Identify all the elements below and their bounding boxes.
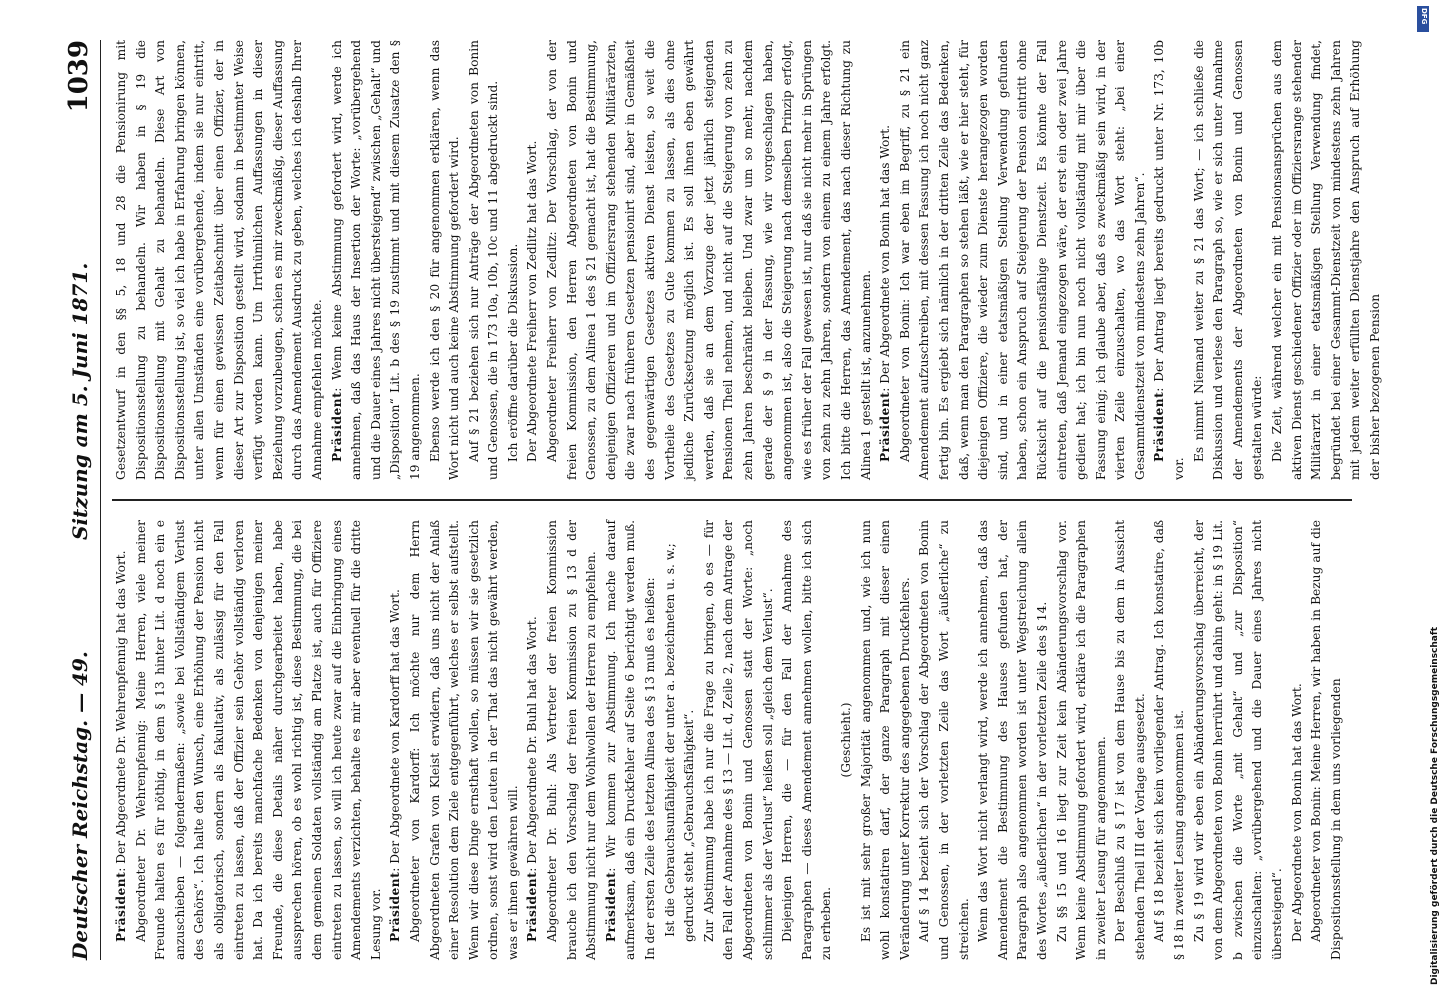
speaker-label: Präsident	[1152, 391, 1167, 462]
paragraph	[112, 40, 328, 480]
paragraph	[857, 520, 916, 960]
paragraph	[426, 40, 465, 480]
paragraph-text: : Der Abgeordnete Dr. Buhl hat das Wort.	[525, 616, 540, 872]
paragraph-text: Die Zeit, während welcher ein mit Pensionsansprüchen aus dem aktiven Dienst geschiedener Offizier oder im Offiziersrange stehender Militärarzt in einer etatsmäßigen Stellung Verwendung findet, begründet bei einer Gesammt-Dienstzeit von mindestens zehn Jahren mit jedem weiter erfüllten Dienstjahre den Anspruch auf Erhöhung der bisher bezogenen Pension	[1270, 40, 1382, 480]
paragraph-text: Abgeordneter von Bonin: Meine Herren, wir haben in Bezug auf die Dispositionsstellung in dem uns vorliegenden	[1309, 520, 1343, 960]
paragraph-text: Abgeordneter von Bonin: Ich war eben im Begriff, zu § 21 ein Amendement aufzuschreiben, mit dessen Fassung ich noch nicht ganz fertig bin. Es ergiebt sich nämlich in der dritten Zeile das Bedenken, daß, wenn man den Paragraphen so stehen läßt, wie er hier steht, für diejenigen Offiziere, die wieder zum Dienste herangezogen worden sind, und in einer etatsmäßigen Stellung Verwendung gefunden haben, schon ein Anspruch auf Steigerung der Pension eintritt ohne Rücksicht auf die pensionsfähige Dienstzeit. Es könnte der Fall eintreten, daß Jemand eingezogen wäre, der erst ein oder zwei Jahre gedient hat; ich bin nun noch nicht vollständig mit mir über die Fassung einig; ich glaube aber, daß es zweckmäßig sein wird, in der vierten Zeile einzuschalten, wo das Wort steht: „bei einer Gesammtdienstzeit von mindestens zehn Jahren“.	[897, 40, 1147, 480]
speaker-label: Präsident	[114, 871, 128, 942]
paragraph-text: gedruckt steht „Gebrauchsfähigkeit“.	[682, 709, 697, 942]
paragraph-text: : Der Abgeordnete von Bonin hat das Wort.	[878, 125, 893, 392]
text-column-right	[112, 40, 1382, 480]
paragraph	[112, 520, 132, 960]
paragraph-text: Auf § 14 bezieht sich der Vorschlag der Abgeordneten von Bonin und Genossen, in der vorletzten Zeile das Wort „äußerliche“ zu streichen.	[917, 520, 971, 960]
speaker-label: Präsident	[525, 871, 540, 942]
paragraph-text: : Der Abgeordnete Dr. Wehrenpfennig hat das Wort.	[114, 550, 128, 872]
paragraph-text: Es ist mit sehr großer Majorität angenommen und, wie ich nun wohl konstatiren darf, der ganze Paragraph mit dieser einen Veränderung unter Korrektur des angegebenen Druckfehlers.	[858, 520, 912, 960]
paragraph-text: Der Abgeordnete Freiherr von Zedlitz hat das Wort.	[525, 140, 540, 462]
paragraph-text: Zu §§ 15 und 16 liegt zur Zeit kein Abänderungsvorschlag vor. Wenn keine Abstimmung gefordert wird, erkläre ich die Paragraphen in zweiter Lesung für angenommen.	[1054, 520, 1108, 960]
margin-credit	[1416, 0, 1440, 1000]
page-header	[60, 40, 101, 960]
paragraph	[1150, 40, 1189, 480]
paragraph-text: : Der Abgeordnete von Kardorff hat das Wort.	[388, 589, 403, 872]
paragraph-text: Ebenso werde ich den § 20 für angenommen erklären, wenn das Wort nicht und auch keine Abstimmung gefordert wird.	[427, 40, 462, 480]
paragraph-text: Auf § 21 beziehen sich nur Anträge der Abgeordneten von Bonin und Genossen, die in 173 10a, 10b, 10c und 11 abgedruckt sind.	[466, 40, 501, 480]
speaker-label: Präsident	[878, 391, 893, 462]
paragraph-text: Abgeordneter Dr. Wehrenpfennig: Meine Herren, viele meiner Freunde halten es für nöthig, in dem § 13 hinter Lit. d noch ein e anzuschieben — folgendermaßen: „sowie bei Vollständigem Verlust des Gehörs“. Ich halte den Wunsch, eine Erhöhung der Pension nicht als obligatorisch, sondern als fakultativ, als zulässig für den Fall eintreten zu lassen, daß der Offizier sein Gehör vollständig verloren hat. Da ich bereits manchfache Bedenken von denjenigen meiner Freunde, die diese Details näher durchgearbeitet haben, habe aussprechen hören, ob es wohl richtig ist, diese Bestimmung, die bei dem gemeinen Soldaten vollständig am Platze ist, auch für Offiziere eintreten zu lassen, so will ich heute zwar auf die Einbringung eines Amendements verzichten, behalte es mir aber eventuell für die dritte Lesung vor.	[133, 520, 383, 960]
header-session: Sitzung am 5. Juni 1871.	[68, 262, 92, 540]
paragraph	[504, 40, 524, 480]
column-divider	[112, 500, 1352, 502]
paragraph	[1150, 520, 1189, 960]
paragraph-text: : Wir kommen zur Abstimmung. Ich mache darauf aufmerksam, daß ein Druckfehler auf Seite 6 berichtigt werden muß. In der ersten Zeile des letzten Alinea des § 13 muß es heißen:	[603, 520, 658, 960]
paragraph	[523, 520, 543, 960]
paragraph-text: Wenn das Wort nicht verlangt wird, werde ich annehmen, daß das Amendement die Bestimmung des Hauses gefunden hat, der Paragraph also angenommen worden ist unter Wegstreichung allein des Wortes „äußerlichen“ in der vorletzten Zeile des § 14.	[976, 520, 1049, 960]
paragraph-text: Abgeordneter Freiherr von Zedlitz: Der Vorschlag, der von der freien Kommission, den Herren Abgeordneten von Bonin und Genossen, zu dem Alinea 1 des § 21 gemacht ist, hat die Bestimmung, denjenigen Offizieren und im Offiziersrang stehenden Militärärzten, die zwar nach früheren Gesetzen pensionirt sind, aber in Gemäßheit des gegenwärtigen Gesetzes aktiven Dienst leisten, so weit die Vortheile des Gesetzes zu Gute kommen zu lassen, als dies ohne jedliche Zurücksetzung möglich ist. Es soll ihnen eben gewährt werden, daß sie an dem Vorzuge der jetzt jährlich steigenden Pensionen Theil nehmen, und nicht auf die Steigerung von zehn zu zehn Jahren beschränkt bleiben. Und zwar um so mehr, nachdem gerade der § 9 in der Fassung, wie wir vorgeschlagen haben, angenommen ist, also die Steigerung nach demselben Prinzip erfolgt, wie es früher der Fall gewesen ist, nur daß sie nicht mehr in Sprüngen von zehn zu zehn Jahren, sondern von einem zu einem Jahre erfolgt. Ich bitte die Herren, das Amendement, das nach dieser Richtung zu Alinea 1 gestellt ist, anzunehmen.	[545, 40, 873, 480]
speaker-label: Präsident	[603, 871, 618, 942]
paragraph-text: (Geschieht.)	[838, 702, 853, 778]
paragraph	[1053, 520, 1112, 960]
digitization-note: Digitalisierung gefördert durch die Deutsche Forschungsgemeinschaft	[1430, 626, 1440, 985]
paragraph-text: Auf § 18 bezieht sich kein vorliegender Antrag. Ich konstatire, daß § 18 in zweiter Lesung angenommen ist.	[1152, 520, 1187, 960]
paragraph	[974, 520, 1052, 960]
paragraph	[680, 520, 700, 960]
text-column-left	[112, 520, 1352, 960]
paragraph	[915, 520, 974, 960]
paragraph-text: : Der Antrag liegt bereits gedruckt unter Nr. 173, 10b vor.	[1152, 40, 1187, 480]
paragraph	[602, 520, 661, 960]
paragraph	[1190, 520, 1288, 960]
paragraph	[406, 520, 524, 960]
paragraph	[132, 520, 387, 960]
paragraph-text: : Wenn keine Abstimmung gefordert wird, werde ich annehmen, daß das Haus der Insertion der Worte: „vorübergehend und die Dauer eines Jahres nicht übersteigend“ zwischen „Gehalt“ und „Disposition“ Lit. b des § 19 zustimmt und mit diesem Zusatze den § 19 angenommen.	[329, 40, 422, 480]
dfg-logo: DFG	[1417, 6, 1429, 32]
paragraph	[896, 40, 1151, 480]
paragraph-text: Gesetzentwurf in den §§ 5, 18 und 28 die Pensionirung mit Dispositionsstellung zu behandeln. Wir haben in § 19 die Dispositionsstellung mit Gehalt zu behandeln. Diese Art von Dispositionsstellung ist, so viel ich habe in Erfahrung bringen können, unter allen Umständen eine vorübergehende, indem sie nur eintritt, wenn für einen gewissen Zeitabschnitt über einen Offizier, der in dieser Art zur Disposition gestellt wird, sodann in bestimmter Weise verfügt worden kann. Um Irrthümlichen Auffassungen in dieser Beziehung vorzubeugen, schien es mir zweckmäßig, dieser Auffassung durch das Amendement Ausdruck zu geben, welches ich deshalb Ihrer Annahme empfehlen möchte.	[114, 40, 324, 480]
paragraph	[876, 40, 896, 480]
paragraph	[1288, 520, 1308, 960]
paragraph	[700, 520, 778, 960]
paragraph	[1307, 520, 1346, 960]
paragraph-text: Ist die Gebrauchsunfähigkeit der unter a. bezeichneten u. s. w.;	[662, 543, 677, 937]
paragraph	[1111, 520, 1150, 960]
paragraph	[1190, 40, 1268, 480]
paragraph	[837, 520, 857, 960]
paragraph	[386, 520, 406, 960]
paragraph-text: Es nimmt Niemand weiter zu § 21 das Wort; — ich schließe die Diskussion und verlese den Paragraph so, wie er sich unter Annahme der Amendements der Abgeordneten von Bonin und Genossen gestalten würde:	[1191, 40, 1265, 480]
paragraph-text: Der Abgeordnete von Bonin hat das Wort.	[1289, 683, 1304, 942]
speaker-label: Präsident	[388, 871, 403, 942]
paragraph	[523, 40, 543, 480]
paragraph	[328, 40, 426, 480]
paragraph-text: Abgeordneter Dr. Buhl: Als Vertreter der freien Kommission brauche ich den Vorschlag der freien Kommission zu § 13 d der Abstimmung nicht nur dem Wohlwollen der Herren zu empfehlen.	[545, 520, 599, 960]
paragraph	[1268, 40, 1386, 480]
paragraph-text: Abgeordneter von Kardorff: Ich möchte nur dem Herrn Abgeordneten Grafen von Kleist erwidern, daß uns nicht der Anlaß einer Resolution dem Ziele entgegenführt, welches er selbst aufstellt. Wenn wir diese Dinge ernsthaft wollen, so müssen wir sie gesetzlich ordnen, sonst wird den Leuten in der That das nicht gewährt werden, was er ihnen gewähren will.	[407, 520, 520, 960]
paragraph	[543, 520, 602, 960]
paragraph-text: Zu § 19 wird wir eben ein Abänderungsvorschlag überreicht, der von dem Abgeordneten von Bonin herrührt und dahin geht: in § 19 Lit. b zwischen die Worte „mit Gehalt“ und „zur Disposition“ einzuschalten: „vorübergehend und die Dauer eines Jahres nicht übersteigend“.	[1191, 520, 1285, 960]
speaker-label: Präsident	[329, 391, 344, 462]
paragraph	[661, 520, 681, 960]
header-publication: Deutscher Reichstag. — 49.	[68, 651, 92, 960]
page-number: 1039	[64, 40, 94, 113]
paragraph-text: Zur Abstimmung habe ich nur die Frage zu bringen, ob es — für den Fall der Annahme des § 13 — Lit. d, Zeile 2, nach dem Antrage der Abgeordneten von Bonin und Genossen statt der Worte: „noch schlimmer als der Verlust“ heißen soll „gleich dem Verlust“.	[701, 520, 775, 960]
paragraph	[778, 520, 837, 960]
paragraph-text: Ich eröffne darüber die Diskussion.	[505, 243, 520, 462]
paragraph	[465, 40, 504, 480]
paragraph-text: Der Beschluß zu § 17 ist von dem Hause bis zu dem in Aussicht stehenden Theil III der Vorlage ausgesetzt.	[1113, 520, 1147, 960]
paragraph-text: Diejenigen Herren, die — für den Fall der Annahme des Paragraphen — dieses Amendement annehmen wollen, bitte ich sich zu erheben.	[780, 520, 834, 960]
paragraph	[543, 40, 876, 480]
